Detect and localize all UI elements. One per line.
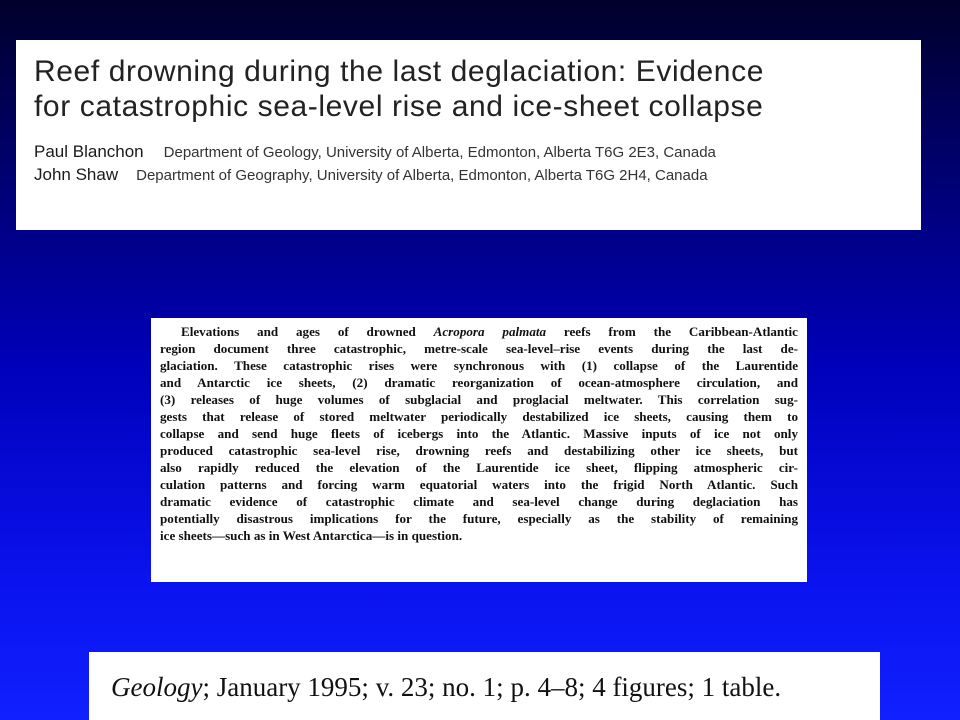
abstract-text: Elevations and ages of drowned	[181, 324, 434, 339]
citation-panel	[89, 652, 880, 720]
abstract-line: glaciation. These catastrophic rises were synchronous with (1) collapse of the Laurentide	[160, 358, 798, 373]
title-panel	[16, 40, 921, 230]
journal-name: Geology	[111, 672, 203, 702]
author-affiliation: Department of Geology, University of Alberta, Edmonton, Alberta T6G 2E3, Canada	[163, 144, 716, 161]
abstract-line	[160, 323, 798, 340]
author-name: Paul Blanchon	[34, 142, 144, 161]
abstract-line: culation patterns and forcing warm equatorial waters into the frigid North Atlantic. Such	[160, 477, 798, 492]
abstract-line: ice sheets—such as in West Antarctica—is in question.	[160, 528, 463, 543]
species-name: Acropora palmata	[433, 324, 547, 339]
paper-title-line-1: Reef drowning during the last deglaciation: Evidence	[34, 55, 764, 88]
abstract-line: also rapidly reduced the elevation of the Laurentide ice sheet, flipping atmospheric cir-	[160, 460, 798, 475]
abstract-line: potentially disastrous implications for the future, especially as the stability of remaining	[160, 511, 798, 526]
abstract-line: collapse and send huge fleets of icebergs into the Atlantic. Massive inputs of ice not only	[160, 426, 798, 441]
abstract-line: region document three catastrophic, metre-scale sea-level–rise events during the last de-	[160, 341, 798, 356]
abstract-line: dramatic evidence of catastrophic climate and sea-level change during deglaciation has	[160, 494, 798, 509]
author-affiliation: Department of Geography, University of Alberta, Edmonton, Alberta T6G 2H4, Canada	[136, 167, 708, 184]
abstract-text: reefs from the Caribbean-Atlantic	[546, 324, 798, 339]
abstract-line: and Antarctic ice sheets, (2) dramatic reorganization of ocean-atmosphere circulation, and	[160, 375, 798, 390]
author-row	[34, 141, 903, 164]
citation-details: ; January 1995; v. 23; no. 1; p. 4–8; 4 figures; 1 table.	[202, 672, 782, 702]
abstract-panel	[151, 318, 807, 582]
abstract-line: gests that release of stored meltwater periodically destabilized ice sheets, causing them to	[160, 409, 798, 424]
author-row	[34, 164, 903, 187]
paper-title-line-2: for catastrophic sea-level rise and ice-sheet collapse	[34, 90, 764, 123]
author-list	[34, 141, 903, 187]
abstract-line: (3) releases of huge volumes of subglacial and proglacial meltwater. This correlation sug-	[160, 392, 798, 407]
abstract-line: produced catastrophic sea-level rise, drowning reefs and destabilizing other ice sheets, but	[160, 443, 798, 458]
author-name: John Shaw	[34, 165, 119, 184]
